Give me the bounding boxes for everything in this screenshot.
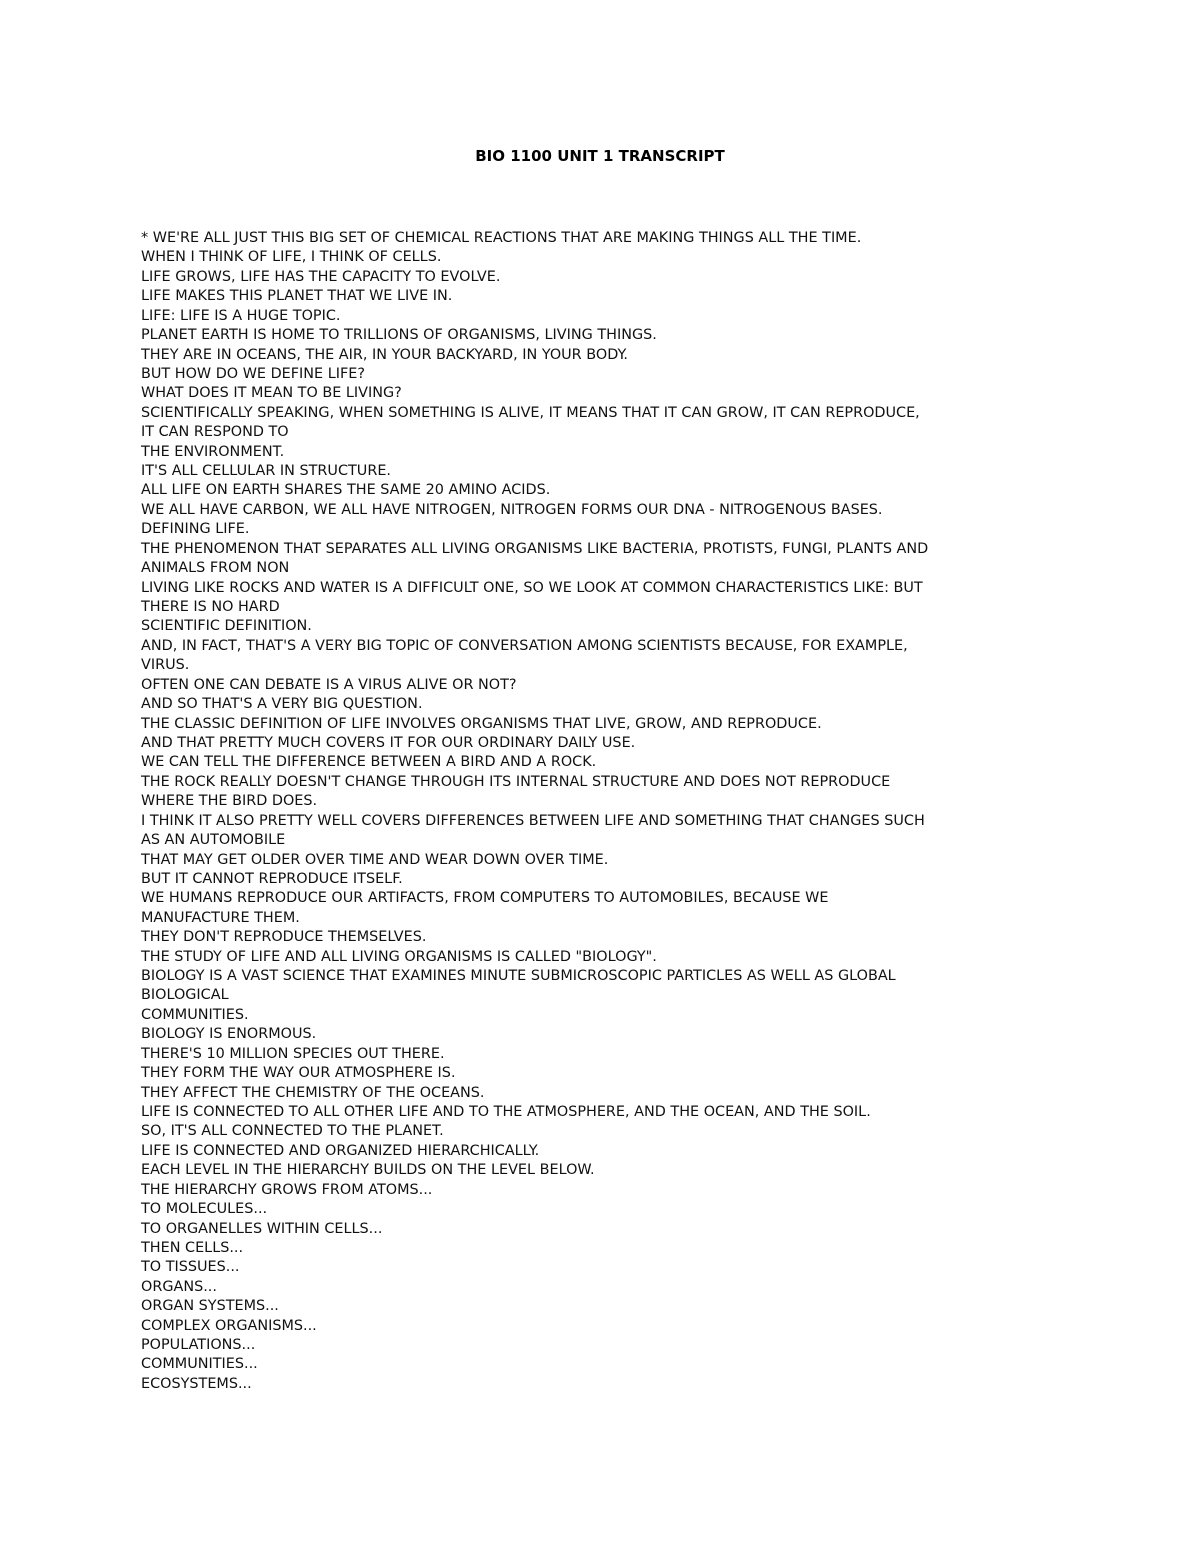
transcript-line: BIOLOGY IS A VAST SCIENCE THAT EXAMINES MINUTE SUBMICROSCOPIC PARTICLES AS WELL AS GLOBAL: [141, 968, 896, 985]
transcript-line: WE CAN TELL THE DIFFERENCE BETWEEN A BIRD AND A ROCK.: [141, 754, 597, 771]
transcript-line: POPULATIONS...: [141, 1337, 256, 1354]
transcript-line: COMMUNITIES...: [141, 1356, 258, 1373]
transcript-line: AS AN AUTOMOBILE: [141, 832, 286, 849]
transcript-line: LIFE MAKES THIS PLANET THAT WE LIVE IN.: [141, 288, 453, 305]
transcript-line: TO TISSUES...: [141, 1259, 240, 1276]
transcript-line: AND SO THAT'S A VERY BIG QUESTION.: [141, 696, 423, 713]
transcript-line: ORGANS...: [141, 1278, 217, 1295]
transcript-line: COMPLEX ORGANISMS...: [141, 1317, 317, 1334]
transcript-line: THE HIERARCHY GROWS FROM ATOMS...: [141, 1181, 433, 1198]
transcript-line: IT CAN RESPOND TO: [141, 424, 289, 441]
transcript-line: WHERE THE BIRD DOES.: [141, 793, 318, 810]
transcript-line: THEY AFFECT THE CHEMISTRY OF THE OCEANS.: [141, 1084, 485, 1101]
transcript-line: BIOLOGY IS ENORMOUS.: [141, 1026, 317, 1043]
transcript-line: OFTEN ONE CAN DEBATE IS A VIRUS ALIVE OR NOT?: [141, 676, 517, 693]
transcript-line: TO ORGANELLES WITHIN CELLS...: [141, 1220, 383, 1237]
transcript-line: LIVING LIKE ROCKS AND WATER IS A DIFFICULT ONE, SO WE LOOK AT COMMON CHARACTERISTICS LIKE: BUT: [141, 579, 923, 596]
transcript-line: IT'S ALL CELLULAR IN STRUCTURE.: [141, 463, 391, 480]
transcript-line: BUT IT CANNOT REPRODUCE ITSELF.: [141, 870, 403, 887]
transcript-line: THE PHENOMENON THAT SEPARATES ALL LIVING ORGANISMS LIKE BACTERIA, PROTISTS, FUNGI, PLANTS AND: [141, 540, 929, 557]
transcript-line: LIFE: LIFE IS A HUGE TOPIC.: [141, 307, 341, 324]
transcript-line: TO MOLECULES...: [141, 1201, 268, 1218]
transcript-line: THERE'S 10 MILLION SPECIES OUT THERE.: [141, 1045, 445, 1062]
transcript-line: ALL LIFE ON EARTH SHARES THE SAME 20 AMINO ACIDS.: [141, 482, 551, 499]
transcript-line: DEFINING LIFE.: [141, 521, 250, 538]
transcript-line: THERE IS NO HARD: [141, 599, 280, 616]
transcript-body: [141, 229, 1066, 1394]
transcript-line: BIOLOGICAL: [141, 987, 229, 1004]
transcript-line: ANIMALS FROM NON: [141, 560, 290, 577]
transcript-line: LIFE IS CONNECTED AND ORGANIZED HIERARCHICALLY.: [141, 1142, 540, 1159]
transcript-line: MANUFACTURE THEM.: [141, 909, 300, 926]
transcript-line: SO, IT'S ALL CONNECTED TO THE PLANET.: [141, 1123, 444, 1140]
transcript-line: EACH LEVEL IN THE HIERARCHY BUILDS ON THE LEVEL BELOW.: [141, 1162, 595, 1179]
transcript-line: WE ALL HAVE CARBON, WE ALL HAVE NITROGEN, NITROGEN FORMS OUR DNA - NITROGENOUS BASES.: [141, 501, 883, 518]
transcript-line: THE CLASSIC DEFINITION OF LIFE INVOLVES ORGANISMS THAT LIVE, GROW, AND REPRODUCE.: [141, 715, 822, 732]
transcript-line: SCIENTIFICALLY SPEAKING, WHEN SOMETHING IS ALIVE, IT MEANS THAT IT CAN GROW, IT CAN REPRODUCE,: [141, 404, 920, 421]
transcript-line: BUT HOW DO WE DEFINE LIFE?: [141, 365, 365, 382]
transcript-line: VIRUS.: [141, 657, 190, 674]
transcript-line: THEY ARE IN OCEANS, THE AIR, IN YOUR BACKYARD, IN YOUR BODY.: [141, 346, 628, 363]
transcript-line: COMMUNITIES.: [141, 1006, 249, 1023]
transcript-line: PLANET EARTH IS HOME TO TRILLIONS OF ORGANISMS, LIVING THINGS.: [141, 327, 657, 344]
transcript-line: ORGAN SYSTEMS...: [141, 1298, 279, 1315]
transcript-line: ECOSYSTEMS...: [141, 1375, 252, 1392]
transcript-line: I THINK IT ALSO PRETTY WELL COVERS DIFFERENCES BETWEEN LIFE AND SOMETHING THAT CHANGES SUCH: [141, 812, 925, 829]
transcript-line: WHEN I THINK OF LIFE, I THINK OF CELLS.: [141, 249, 442, 266]
transcript-line: THE STUDY OF LIFE AND ALL LIVING ORGANISMS IS CALLED "BIOLOGY".: [141, 948, 657, 965]
transcript-line: AND THAT PRETTY MUCH COVERS IT FOR OUR ORDINARY DAILY USE.: [141, 734, 636, 751]
transcript-line: THAT MAY GET OLDER OVER TIME AND WEAR DOWN OVER TIME.: [141, 851, 609, 868]
transcript-line: WE HUMANS REPRODUCE OUR ARTIFACTS, FROM COMPUTERS TO AUTOMOBILES, BECAUSE WE: [141, 890, 829, 907]
transcript-line: THE ENVIRONMENT.: [141, 443, 285, 460]
transcript-line: LIFE GROWS, LIFE HAS THE CAPACITY TO EVOLVE.: [141, 268, 501, 285]
transcript-line: WHAT DOES IT MEAN TO BE LIVING?: [141, 385, 402, 402]
transcript-line: SCIENTIFIC DEFINITION.: [141, 618, 312, 635]
transcript-line: * WE'RE ALL JUST THIS BIG SET OF CHEMICAL REACTIONS THAT ARE MAKING THINGS ALL THE TIME.: [141, 230, 862, 246]
transcript-line: THEY FORM THE WAY OUR ATMOSPHERE IS.: [141, 1065, 456, 1082]
document-title: BIO 1100 UNIT 1 TRANSCRIPT: [475, 147, 725, 165]
transcript-line: THE ROCK REALLY DOESN'T CHANGE THROUGH ITS INTERNAL STRUCTURE AND DOES NOT REPRODUCE: [141, 773, 891, 790]
transcript-line: LIFE IS CONNECTED TO ALL OTHER LIFE AND TO THE ATMOSPHERE, AND THE OCEAN, AND THE SOIL.: [141, 1103, 871, 1120]
transcript-line: AND, IN FACT, THAT'S A VERY BIG TOPIC OF CONVERSATION AMONG SCIENTISTS BECAUSE, FOR EXAMPLE,: [141, 637, 908, 654]
transcript-line: THEY DON'T REPRODUCE THEMSELVES.: [141, 929, 427, 946]
transcript-line: THEN CELLS...: [141, 1239, 244, 1256]
